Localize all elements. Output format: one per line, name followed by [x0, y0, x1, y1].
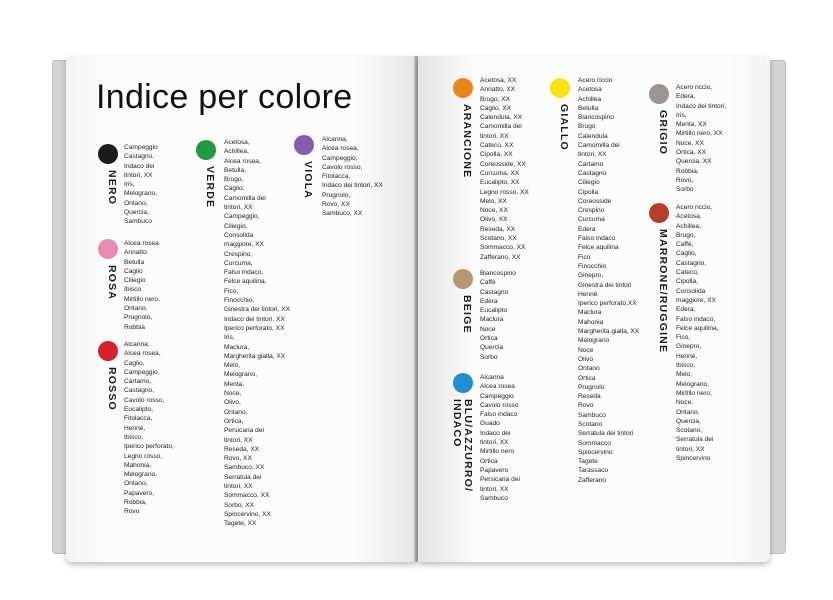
- plant-list-item: Ontano,: [124, 199, 148, 207]
- plant-list-item: Maclura,: [224, 343, 250, 351]
- beige-plant-list: [480, 269, 516, 362]
- rosa-label: ROSA: [106, 265, 118, 301]
- plant-list-item: Fico,: [224, 287, 239, 295]
- plant-list-item: Menta, XX: [676, 121, 707, 129]
- beige-swatch: [453, 269, 473, 289]
- plant-list-item: Ibisco,: [676, 362, 696, 370]
- open-book: [48, 46, 788, 566]
- plant-list-item: Prugnolo: [578, 383, 605, 391]
- plant-list-item: Serratula dei tintori: [578, 430, 634, 438]
- plant-list-item: Sambuco, XX: [224, 464, 265, 472]
- plant-list-item: Mahonia,: [124, 461, 152, 469]
- plant-list-item: Iperico perforato, XX: [224, 324, 285, 332]
- plant-list-item: Iris,: [676, 111, 687, 119]
- plant-list-item: maggiore, XX: [224, 241, 264, 249]
- plant-list-item: Robbia: [124, 323, 145, 331]
- plant-list-item: Acetosa,: [676, 213, 702, 221]
- plant-list-item: Betulla: [124, 258, 145, 266]
- viola-label: VIOLA: [302, 161, 314, 200]
- plant-list-item: Alcea rosea,: [224, 157, 261, 165]
- plant-list-item: Ortica: [480, 457, 498, 465]
- plant-list-item: Olivo,: [224, 399, 241, 407]
- plant-list-item: Alcanna,: [322, 136, 348, 143]
- plant-list-item: Caffè,: [676, 241, 694, 249]
- plant-list-item: Calendula, XX: [480, 114, 523, 122]
- plant-list-item: Castagno: [578, 169, 607, 177]
- plant-list-item: Betulla: [578, 104, 599, 112]
- plant-list-item: Mirtillo nero: [480, 448, 515, 456]
- marrone-ruggine-plant-list: [676, 203, 719, 463]
- plant-list-item: Menta,: [224, 380, 245, 388]
- plant-list-item: Falso indaco,: [676, 315, 716, 323]
- blu-azzurro-indaco-label: BLU/AZZURRO/ INDACO: [451, 399, 474, 493]
- plant-list-item: Coreosside, XX: [480, 160, 526, 168]
- nero-label: NERO: [106, 170, 118, 206]
- plant-list-item: Catecù, XX: [480, 142, 514, 150]
- beige-label: BEIGE: [461, 295, 473, 334]
- arancione-swatch: [453, 78, 473, 98]
- plant-list-item: Sorbo: [676, 186, 694, 194]
- plant-list-item: Consolida: [224, 231, 254, 239]
- plant-list-item: Mirtillo nero,: [676, 389, 712, 397]
- plant-list-item: Noce,: [676, 399, 694, 407]
- plant-list-item: Maclura: [480, 316, 504, 324]
- plant-list-item: Ortica,: [224, 417, 244, 425]
- verde-swatch: [196, 140, 216, 160]
- plant-list-item: tintori, XX: [578, 151, 607, 159]
- plant-list-item: Hennè,: [124, 424, 146, 432]
- plant-list-item: Falso indaco: [480, 411, 518, 419]
- rosa-swatch: [98, 239, 118, 259]
- plant-list-item: Prugnolo,: [124, 314, 153, 322]
- plant-list-item: Campeggio: [124, 144, 158, 151]
- page-title: Indice per colore: [96, 78, 353, 116]
- plant-list-item: Castagno,: [124, 153, 155, 161]
- blu-azzurro-indaco-plant-list: [480, 373, 520, 503]
- plant-list-item: Consolida: [676, 287, 706, 295]
- plant-list-item: Eucalipto,: [124, 406, 153, 414]
- plant-list-item: Melo,: [224, 362, 241, 370]
- plant-list-item: tintori, XX: [676, 445, 705, 453]
- plant-list-item: Caffè: [480, 279, 496, 287]
- plant-list-item: Melograno,: [124, 471, 157, 479]
- plant-list-item: Camomilla dei: [480, 123, 522, 131]
- plant-list-item: Rovo,: [676, 176, 694, 184]
- plant-list-item: Edera,: [676, 306, 696, 314]
- plant-list-item: Alcanna: [480, 374, 504, 381]
- plant-list-item: Camomilla dei: [578, 142, 620, 150]
- plant-list-item: Fitolacca,: [322, 173, 351, 181]
- plant-list-item: Fitolacca,: [124, 415, 153, 423]
- plant-list-item: Alcea rosea,: [322, 145, 359, 153]
- plant-list-item: Fico: [578, 253, 591, 261]
- plant-list-item: Alcea rosea: [480, 383, 515, 391]
- plant-list-item: Edera,: [676, 93, 696, 101]
- plant-list-item: Ontano,: [124, 305, 148, 313]
- plant-list-item: Papavero,: [124, 489, 155, 497]
- plant-list-item: Ciliegio: [124, 277, 146, 285]
- plant-list-item: Ortica, XX: [676, 149, 707, 157]
- plant-list-item: Ortica: [480, 335, 498, 343]
- plant-list-item: Melograno,: [124, 190, 157, 198]
- plant-list-item: Legno rosso, XX: [480, 188, 529, 196]
- rosso-swatch: [98, 341, 118, 361]
- plant-list-item: Robbia,: [124, 499, 147, 507]
- plant-list-item: Edera: [480, 297, 498, 305]
- viola-plant-list: [322, 135, 383, 219]
- plant-list-item: Ontano,: [224, 408, 248, 416]
- plant-list-item: tintori, XX: [224, 436, 253, 444]
- plant-list-item: Rovo: [578, 402, 594, 410]
- plant-list-item: Ciliegio: [578, 179, 600, 187]
- right-page: [418, 56, 770, 562]
- plant-list-item: Maclura: [578, 309, 602, 317]
- plant-list-item: Serratula dei: [224, 473, 262, 481]
- plant-list-item: Noce, XX: [676, 139, 704, 147]
- plant-list-item: Caglio, XX: [480, 104, 512, 112]
- rosa-plant-list: [124, 239, 160, 332]
- plant-list-item: Reseda, XX: [480, 225, 516, 233]
- plant-list-item: Sorbo, XX: [224, 501, 255, 509]
- plant-list-item: Quercia: [480, 344, 504, 352]
- plant-list-item: Indaco dei tintori,: [676, 102, 727, 110]
- plant-list-item: Margherita gialla, XX: [578, 328, 640, 336]
- verde-plant-list: [224, 138, 290, 528]
- plant-list-item: Calendula: [578, 132, 608, 140]
- plant-list-item: Edera: [578, 225, 596, 233]
- plant-list-item: Cavolo rosso,: [322, 163, 363, 171]
- plant-list-item: tintori, XX: [124, 171, 153, 179]
- grigio-plant-list: [676, 83, 726, 195]
- nero-swatch: [98, 144, 118, 164]
- plant-list-item: Cavolo rosso: [480, 401, 519, 409]
- plant-list-item: Crespino: [578, 207, 605, 215]
- plant-list-item: Spincervino: [578, 448, 613, 456]
- plant-list-item: Biancospino: [578, 114, 614, 122]
- plant-list-item: Achillea,: [224, 148, 249, 156]
- plant-list-item: Margherita gialla, XX: [224, 352, 286, 360]
- plant-list-item: Acero riccio,: [676, 204, 713, 211]
- plant-list-item: Iris,: [124, 181, 135, 189]
- plant-list-item: Cipolla,: [676, 278, 698, 286]
- plant-list-item: Felce aquilina: [578, 244, 619, 252]
- plant-list-item: Reseda: [578, 393, 601, 401]
- plant-list-item: Legno rosso,: [124, 452, 163, 460]
- plant-list-item: Serratula dei: [676, 436, 714, 444]
- plant-list-item: Achillea,: [676, 222, 701, 230]
- plant-list-item: Quercia, XX: [676, 158, 712, 166]
- rosso-plant-list: [124, 340, 174, 517]
- plant-list-item: Olivo, XX: [480, 216, 508, 224]
- plant-list-item: Quercia,: [124, 209, 149, 217]
- plant-list-item: Brugo, XX: [480, 95, 511, 103]
- plant-list-item: Ginepro,: [578, 272, 604, 280]
- plant-list-item: Brugo,: [676, 231, 696, 239]
- plant-list-item: Cartamo,: [124, 378, 152, 386]
- arancione-plant-list: [480, 76, 529, 262]
- plant-list-item: Indaco dei tintori, XX: [224, 315, 285, 323]
- plant-list-item: Campeggio: [480, 392, 514, 400]
- plant-list-item: Alcea rosea: [124, 240, 159, 247]
- plant-list-item: Sambuco, XX: [322, 210, 363, 218]
- plant-list-item: tintori, XX: [224, 204, 253, 212]
- plant-list-item: Acetosa,: [224, 139, 250, 146]
- plant-list-item: Quercia,: [676, 417, 701, 425]
- plant-list-item: Indaco dei: [124, 162, 155, 170]
- plant-list-item: Felce aquilina,: [224, 278, 267, 286]
- plant-list-item: Persicaria dei: [480, 476, 520, 484]
- plant-list-item: Ginepro,: [676, 343, 702, 351]
- plant-list-item: Papavero: [480, 466, 509, 474]
- arancione-label: ARANCIONE: [461, 104, 473, 179]
- plant-list-item: Ontano,: [124, 480, 148, 488]
- plant-list-item: Zafferano, XX: [480, 253, 521, 261]
- rosso-label: ROSSO: [106, 367, 118, 411]
- plant-list-item: Indaco dei tintori, XX: [322, 182, 383, 190]
- plant-list-item: Mirtillo nero,: [124, 295, 160, 303]
- plant-list-item: Melo,: [676, 371, 693, 379]
- plant-list-item: Guado: [480, 420, 500, 428]
- plant-list-item: Noce: [480, 325, 496, 333]
- plant-list-item: Eucalipto, XX: [480, 179, 520, 187]
- plant-list-item: Hennè,: [676, 352, 698, 360]
- left-page: [66, 56, 416, 562]
- plant-list-item: Acetosa, XX: [480, 77, 517, 84]
- plant-list-item: Ginestra dei tintori, XX: [224, 306, 290, 314]
- plant-list-item: Castagno,: [124, 387, 155, 395]
- plant-list-item: Melo, XX: [480, 197, 507, 205]
- plant-list-item: Annatto, XX: [480, 86, 516, 94]
- plant-list-item: Zafferano: [578, 476, 607, 484]
- plant-list-item: Finocchio,: [224, 297, 255, 305]
- plant-list-item: Fico,: [676, 334, 691, 342]
- plant-list-item: Caglio,: [676, 250, 697, 258]
- blu-azzurro-indaco-swatch: [453, 373, 473, 393]
- plant-list-item: Coreosside: [578, 197, 612, 205]
- plant-list-item: Curcuma, XX: [480, 169, 520, 177]
- plant-list-item: Sorbo: [480, 353, 498, 361]
- plant-list-item: Ibisco,: [124, 433, 144, 441]
- plant-list-item: Sambuco: [578, 411, 606, 419]
- plant-list-item: Crespino,: [224, 250, 253, 258]
- plant-list-item: Spincervino, XX: [224, 510, 271, 518]
- plant-list-item: Brugo: [578, 123, 596, 131]
- plant-list-item: Mahonia: [578, 318, 604, 326]
- plant-list-item: Cavolo rosso,: [124, 396, 165, 404]
- plant-list-item: Olivo: [578, 355, 594, 363]
- plant-list-item: Caglio,: [224, 185, 245, 193]
- marrone-ruggine-swatch: [649, 203, 669, 223]
- plant-list-item: Achillea: [578, 95, 602, 103]
- nero-plant-list: [124, 143, 158, 227]
- plant-list-item: Reseda, XX: [224, 445, 260, 453]
- plant-list-item: Felce aquilina,: [676, 324, 719, 332]
- plant-list-item: Betulla,: [224, 166, 246, 174]
- plant-list-item: Caglio,: [124, 359, 145, 367]
- plant-list-item: Prugnolo,: [322, 191, 351, 199]
- verde-label: VERDE: [204, 166, 216, 209]
- plant-list-item: Ginestra dei tintori: [578, 281, 632, 289]
- plant-list-item: tintori, XX: [480, 485, 509, 493]
- plant-list-item: Indaco dei: [480, 429, 511, 437]
- plant-list-item: Scotano: [578, 420, 603, 428]
- plant-list-item: Iperico perforato,XX: [578, 300, 637, 308]
- plant-list-item: Biancospino: [480, 270, 516, 277]
- plant-list-item: Melograno: [578, 337, 610, 345]
- plant-list-item: Finocchio: [578, 262, 607, 270]
- plant-list-item: Mirtillo nero, XX: [676, 130, 723, 138]
- plant-list-item: Robbia,: [676, 167, 699, 175]
- plant-list-item: Melograno,: [224, 371, 257, 379]
- plant-list-item: Curcuma,: [224, 259, 253, 267]
- plant-list-item: Campeggio,: [322, 154, 358, 162]
- plant-list-item: Campeggio,: [224, 213, 260, 221]
- plant-list-item: Iris,: [224, 334, 235, 342]
- plant-list-item: Spincervino: [676, 455, 711, 463]
- plant-list-item: Rovo, XX: [224, 455, 252, 463]
- plant-list-item: maggiore, XX: [676, 296, 716, 304]
- plant-list-item: Cipolla: [578, 188, 599, 196]
- plant-list-item: tintori, XX: [480, 132, 509, 140]
- plant-list-item: Catecù,: [676, 269, 699, 277]
- plant-list-item: Tagete, XX: [224, 520, 257, 528]
- plant-list-item: Tarassaco: [578, 467, 609, 475]
- plant-list-item: Scotano,: [676, 427, 703, 435]
- plant-list-item: Scotano, XX: [480, 235, 517, 243]
- plant-list-item: Brugo,: [224, 176, 244, 184]
- plant-list-item: Alcanna,: [124, 341, 150, 348]
- plant-list-item: Sambuco: [124, 218, 152, 226]
- plant-list-item: Persicaria dei: [224, 427, 264, 435]
- grigio-swatch: [649, 84, 669, 104]
- plant-list-item: Cartamo: [578, 160, 604, 168]
- plant-list-item: Ontano,: [676, 408, 700, 416]
- plant-list-item: Camomilla dei: [224, 194, 266, 202]
- plant-list-item: Noce: [578, 346, 594, 354]
- plant-list-item: Castagno: [480, 288, 509, 296]
- plant-list-item: Castagno,: [676, 259, 707, 267]
- plant-list-item: Sommacco: [578, 439, 611, 447]
- plant-list-item: Ontano: [578, 365, 600, 373]
- plant-list-item: Alcea rosea,: [124, 350, 161, 358]
- plant-list-item: Rovo: [124, 508, 140, 516]
- plant-list-item: Sommacco, XX: [224, 492, 270, 500]
- plant-list-item: Sambuco: [480, 494, 508, 502]
- plant-list-item: Ibisco: [124, 286, 142, 294]
- plant-list-item: Tagete: [578, 458, 598, 466]
- plant-list-item: Noce,: [224, 390, 242, 398]
- grigio-label: GRIGIO: [657, 110, 669, 156]
- plant-list-item: Curcuma: [578, 216, 605, 224]
- plant-list-item: Caglio: [124, 267, 143, 275]
- giallo-swatch: [550, 78, 570, 98]
- marrone-ruggine-label: MARRONE/RUGGINE: [657, 229, 669, 354]
- plant-list-item: Sommacco, XX: [480, 244, 526, 252]
- plant-list-item: Hennè: [578, 290, 598, 298]
- plant-list-item: Annatto: [124, 249, 147, 257]
- plant-list-item: tintori, XX: [480, 439, 509, 447]
- viola-swatch: [294, 135, 314, 155]
- giallo-label: GIALLO: [558, 104, 570, 151]
- plant-list-item: Cipolla, XX: [480, 151, 513, 159]
- plant-list-item: Acero riccio,: [676, 84, 713, 91]
- plant-list-item: Acetosa: [578, 86, 602, 94]
- plant-list-item: Falso indaco: [578, 235, 616, 243]
- plant-list-item: Rovo, XX: [322, 201, 350, 209]
- plant-list-item: Ortica: [578, 374, 596, 382]
- plant-list-item: Iperico perforato,: [124, 443, 174, 451]
- plant-list-item: Campeggio,: [124, 368, 160, 376]
- giallo-plant-list: [578, 76, 639, 485]
- plant-list-item: tintori, XX: [224, 482, 253, 490]
- plant-list-item: Falso indaco,: [224, 269, 264, 277]
- plant-list-item: Ciliegio,: [224, 222, 248, 230]
- plant-list-item: Acero riccio: [578, 77, 613, 84]
- plant-list-item: Melograno,: [676, 380, 709, 388]
- plant-list-item: Noce, XX: [480, 207, 508, 215]
- plant-list-item: Eucalipto: [480, 307, 508, 315]
